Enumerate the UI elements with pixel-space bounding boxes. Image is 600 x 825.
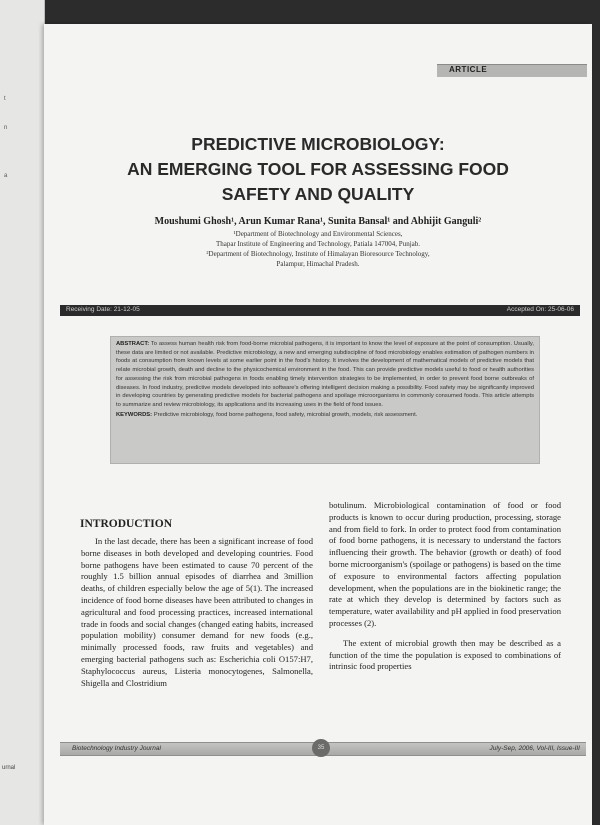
- section-tab: [437, 64, 587, 77]
- body-column-left: [81, 536, 313, 689]
- title-line: AN EMERGING TOOL FOR ASSESSING FOOD: [127, 159, 509, 179]
- keywords-text: Predictive microbiology, food borne pathogens, food safety, microbial growth, models, risk assessment.: [153, 411, 418, 418]
- section-heading: INTRODUCTION: [80, 518, 173, 530]
- document-page: [44, 24, 592, 825]
- journal-name: Biotechnology Industry Journal: [72, 745, 161, 752]
- title-line: PREDICTIVE MICROBIOLOGY:: [191, 134, 445, 154]
- affiliation-line: Thapar Institute of Engineering and Technology, Patiala 147004, Punjab.: [215, 240, 421, 248]
- date-bar: [60, 305, 580, 316]
- paragraph: In the last decade, there has been a significant increase of food borne diseases in both developed and developing countries. Food borne pathogens have been estimated to cause 70 percent of the roughly 1.5 billion annual episodes of diarrhea and 3million deaths, of children especially below the age of 5(1). The increased incidence of food borne diseases have been attributed to changes in agricultural and food processing practices, increased international trade in foods and social changes (changed eating habits, increased population mobility) consumer demand for new foods (e.g., minimally processed foods, raw fruits and vegetables) and emerging bacterial pathogens such as: Escherichia coli O157:H7, Staphylococcus aureus, Listeria monocytogenes, Salmonella, Shigella and Clostridium: [81, 536, 313, 688]
- abstract-box: [110, 336, 540, 464]
- affiliation-line: ²Department of Biotechnology, Institute of Himalayan Bioresource Technology,: [206, 250, 430, 258]
- title-line: SAFETY AND QUALITY: [221, 184, 415, 204]
- author-list: Moushumi Ghosh¹, Arun Kumar Rana¹, Sunita Bansal¹ and Abhijit Ganguli²: [154, 216, 482, 227]
- volume-info: July-Sep, 2006, Vol-III, Issue-III: [489, 745, 580, 752]
- accepted-date: Accepted On: 25-06-06: [506, 306, 574, 313]
- affiliations: [44, 229, 592, 269]
- keywords-label: KEYWORDS:: [116, 411, 153, 418]
- affiliation-line: Palampur, Himachal Pradesh.: [276, 260, 360, 268]
- paragraph: The extent of microbial growth then may be described as a function of the time the population is exposed to combinations of intrinsic food properties: [329, 637, 561, 672]
- received-date: Receiving Date: 21-12-05: [66, 306, 140, 313]
- margin-mark: a: [4, 173, 8, 179]
- page-footer: [60, 742, 586, 756]
- adjacent-page-strip: [0, 0, 45, 825]
- keywords: [116, 411, 534, 420]
- body-column-right: [329, 500, 561, 673]
- affiliation-line: ¹Department of Biotechnology and Environmental Sciences,: [233, 230, 403, 238]
- paragraph: botulinum. Microbiological contamination of food or food products is known to occur during production, processing, storage and from field to fork. In order to protect food from contamination of food borne pathogens, it is necessary to understand the factors influencing their growth. The behavior (growth or death) of food borne microorganism's (spoilage or pathogens) is based on the time of exposure to environmental factors affecting population development, when the populations are in the biokinetic range; the rate at which they develop is determined by factors such as temperature, water availability and pH applied in food preservation processes (2).: [329, 500, 561, 628]
- margin-mark: n: [4, 125, 8, 131]
- page-number: 35: [312, 739, 330, 757]
- section-tab-label: ARTICLE: [449, 65, 488, 74]
- article-title: [44, 132, 592, 207]
- margin-mark: t: [4, 96, 6, 102]
- abstract-text: To assess human health risk from food-borne microbial pathogens, it is important to know the level of exposure at the point of consumption. Usually, these data are limited or not available. Predictive microbiology, a new and emerging subdiscipline of food microbiology enables estimation of pathogen numbers in foods at consumption from known levels at some earlier point in the food's history. It involves the development of mathematical models of predictive models that relate microbial growth, death and decline to the physicochemical environment in the food. This can provide predictive models useful to food or health authorities for assessing the risk from microbial pathogens in foods enabling timely intervention strategies to be implemented, in order to prevent food borne outbreaks of diseases. In food industry, predictive models developed into software's offering intelligent decision making a possibility. Food safety may be significantly improved in developing countries by generating predictive models for bacterial pathogens and spoilage microorganisms in commonly consumed foods. This article attempts to summarize and review microbiology, its applications and its increasing uses in the field of food issues.: [116, 341, 534, 408]
- abstract-label: ABSTRACT:: [116, 341, 150, 347]
- adjacent-footer-label: urnal: [2, 765, 16, 771]
